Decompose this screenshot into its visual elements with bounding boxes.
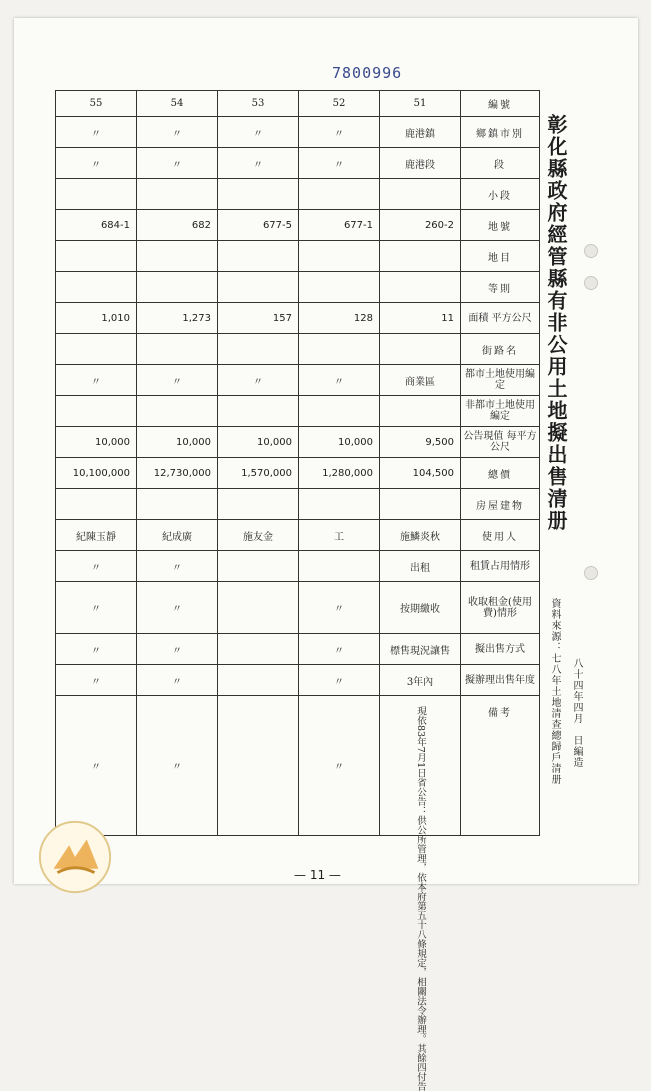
table-cell <box>380 179 461 210</box>
table-cell: 按期繳收 <box>380 582 461 634</box>
remark-text: 現依83年7月1日省公告：供公所管理，依本府第五十八條規定，相關法令辦理。其餘四付告 <box>415 705 426 1091</box>
table-cell <box>137 179 218 210</box>
table-cell <box>137 396 218 427</box>
table-row <box>56 634 540 665</box>
table-cell: 9,500 <box>380 427 461 458</box>
table-cell <box>218 272 299 303</box>
table-cell: 〃 <box>137 148 218 179</box>
table-cell: 〃 <box>299 665 380 696</box>
binder-hole <box>584 276 598 290</box>
row-label: 等則 <box>461 272 540 303</box>
table-cell <box>218 396 299 427</box>
row-label: 使用人 <box>461 520 540 551</box>
table-row <box>56 551 540 582</box>
row-label: 面積 平方公尺 <box>461 303 540 334</box>
binder-hole <box>584 566 598 580</box>
row-label: 街路名 <box>461 334 540 365</box>
table-cell: 677-5 <box>218 210 299 241</box>
table-cell: 682 <box>137 210 218 241</box>
row-label: 擬出售方式 <box>461 634 540 665</box>
table-cell <box>137 334 218 365</box>
table-cell: 〃 <box>137 117 218 148</box>
table-cell: 〃 <box>56 148 137 179</box>
table-cell: 〃 <box>56 551 137 582</box>
table-cell: 紀成廣 <box>137 520 218 551</box>
table-cell: 10,100,000 <box>56 458 137 489</box>
table-row <box>56 427 540 458</box>
remark-row <box>56 696 540 836</box>
table-cell: 〃 <box>56 582 137 634</box>
table-row <box>56 520 540 551</box>
table-cell <box>380 489 461 520</box>
table-cell <box>218 665 299 696</box>
serial-number: 7800996 <box>332 64 403 82</box>
table-cell <box>299 179 380 210</box>
table-cell: 10,000 <box>56 427 137 458</box>
table-cell: 52 <box>299 91 380 117</box>
table-cell: 出租 <box>380 551 461 582</box>
table-cell: 1,280,000 <box>299 458 380 489</box>
table-row <box>56 179 540 210</box>
row-label: 小段 <box>461 179 540 210</box>
table-cell: 施鱗炎秋 <box>380 520 461 551</box>
table-cell: 〃 <box>137 665 218 696</box>
table-cell <box>218 696 299 836</box>
table-cell: 260-2 <box>380 210 461 241</box>
document-page <box>14 18 638 1091</box>
table-cell <box>218 179 299 210</box>
table-cell <box>218 551 299 582</box>
table-cell: 10,000 <box>218 427 299 458</box>
table-cell <box>218 634 299 665</box>
table-row <box>56 489 540 520</box>
table-cell: 〃 <box>218 117 299 148</box>
table-cell: 施友金 <box>218 520 299 551</box>
table-row <box>56 148 540 179</box>
table-cell: 商業區 <box>380 365 461 396</box>
table-cell: 〃 <box>137 634 218 665</box>
table-cell: 157 <box>218 303 299 334</box>
row-label: 都市土地使用編定 <box>461 365 540 396</box>
page-number: — 11 — <box>294 868 341 882</box>
table-row <box>56 365 540 396</box>
table-row <box>56 458 540 489</box>
row-label: 總價 <box>461 458 540 489</box>
table-cell: 677-1 <box>299 210 380 241</box>
table-cell: 53 <box>218 91 299 117</box>
table-cell <box>137 489 218 520</box>
table-cell: 工 <box>299 520 380 551</box>
table-cell: 〃 <box>137 365 218 396</box>
table-cell: 〃 <box>218 365 299 396</box>
row-label: 公告現值 每平方公尺 <box>461 427 540 458</box>
table-cell <box>299 396 380 427</box>
table-cell: 〃 <box>56 696 137 836</box>
row-label: 收取租金(使用費)情形 <box>461 582 540 634</box>
document-title: 彰化縣政府經管縣有非公用土地擬出售清册 <box>544 114 568 532</box>
table-row <box>56 582 540 634</box>
table-cell <box>218 582 299 634</box>
table-cell: 標售現況讓售 <box>380 634 461 665</box>
table-cell: 紀陳玉靜 <box>56 520 137 551</box>
table-cell: 104,500 <box>380 458 461 489</box>
table-row <box>56 334 540 365</box>
row-label: 房屋建物 <box>461 489 540 520</box>
table-cell <box>218 334 299 365</box>
table-cell: 〃 <box>299 148 380 179</box>
table-cell: 〃 <box>299 696 380 836</box>
row-label: 租賃占用情形 <box>461 551 540 582</box>
table-cell: 〃 <box>299 365 380 396</box>
table-cell: 3年內 <box>380 665 461 696</box>
table-cell: 〃 <box>299 634 380 665</box>
table-cell <box>299 551 380 582</box>
table-cell: 〃 <box>137 696 218 836</box>
table-cell <box>56 179 137 210</box>
table-cell <box>56 334 137 365</box>
table-cell <box>56 272 137 303</box>
table-cell: 〃 <box>56 117 137 148</box>
table-cell: 鹿港鎮 <box>380 117 461 148</box>
table-row <box>56 210 540 241</box>
table-cell <box>380 241 461 272</box>
table-cell: 54 <box>137 91 218 117</box>
table-row <box>56 91 540 117</box>
table-row <box>56 272 540 303</box>
table-row <box>56 665 540 696</box>
table-row <box>56 117 540 148</box>
table-cell <box>299 272 380 303</box>
row-label: 鄉鎮市別 <box>461 117 540 148</box>
table-cell <box>137 272 218 303</box>
table-cell: 55 <box>56 91 137 117</box>
library-logo-icon <box>36 818 114 896</box>
table-cell: 〃 <box>56 665 137 696</box>
table-cell: 〃 <box>56 634 137 665</box>
row-label: 地目 <box>461 241 540 272</box>
binder-hole <box>584 244 598 258</box>
table-cell <box>137 241 218 272</box>
data-source: 資料來源：七八年土地清查總歸戶清册 <box>549 598 560 785</box>
table-cell: 10,000 <box>137 427 218 458</box>
table-cell: 1,570,000 <box>218 458 299 489</box>
table-cell <box>56 396 137 427</box>
table-row <box>56 396 540 427</box>
land-list-table <box>55 90 540 1091</box>
table-row <box>56 241 540 272</box>
row-label: 編號 <box>461 91 540 117</box>
table-cell: 〃 <box>299 582 380 634</box>
row-label: 擬辦理出售年度 <box>461 665 540 696</box>
table-cell <box>380 334 461 365</box>
row-label: 段 <box>461 148 540 179</box>
table-cell: 〃 <box>137 551 218 582</box>
table-cell: 〃 <box>299 117 380 148</box>
table-cell: 1,010 <box>56 303 137 334</box>
table-cell <box>299 489 380 520</box>
remark-text-cell <box>380 696 461 1091</box>
table-cell <box>380 396 461 427</box>
table-cell: 10,000 <box>299 427 380 458</box>
row-label: 非都市土地使用編定 <box>461 396 540 427</box>
table-cell <box>56 489 137 520</box>
table-cell <box>299 334 380 365</box>
table-cell: 11 <box>380 303 461 334</box>
table-cell <box>299 241 380 272</box>
table-cell <box>218 489 299 520</box>
table-cell: 1,273 <box>137 303 218 334</box>
table-cell: 128 <box>299 303 380 334</box>
remark-label: 備考 <box>461 696 540 836</box>
table-cell <box>218 241 299 272</box>
table-cell <box>56 241 137 272</box>
table-cell: 12,730,000 <box>137 458 218 489</box>
table-cell: 51 <box>380 91 461 117</box>
table-cell: 〃 <box>137 582 218 634</box>
compile-date: 八十四年四月 日編造 <box>571 658 582 768</box>
row-label: 地號 <box>461 210 540 241</box>
table-cell: 684-1 <box>56 210 137 241</box>
table-cell: 〃 <box>218 148 299 179</box>
table-cell: 〃 <box>56 365 137 396</box>
table-cell: 鹿港段 <box>380 148 461 179</box>
table-row <box>56 303 540 334</box>
table-cell <box>380 272 461 303</box>
